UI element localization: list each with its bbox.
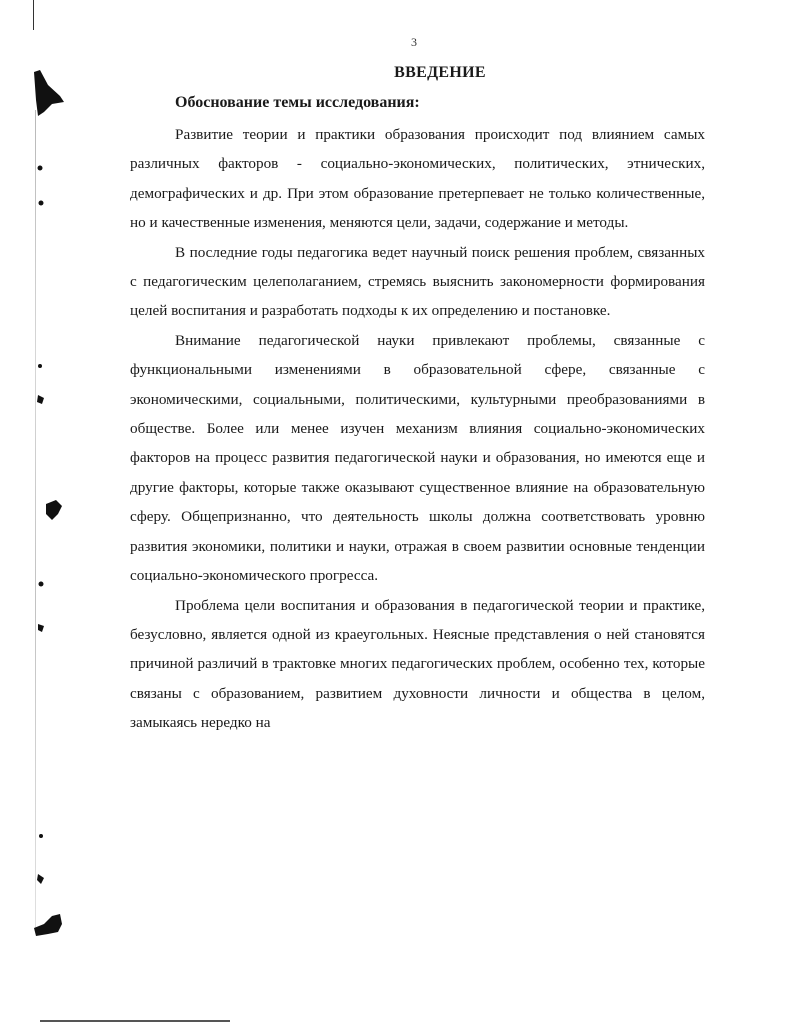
paragraph: Внимание педагогической науки привлекают проблемы, связанные с функциональными изменениями в образовательной сфере, связанные с экономическими, социальными, политическими, культурными преобразованиями в обществе. Более или менее изучен механизм влияния социально-экономических факторов на процесс развития педагогической науки и образования, но имеются еще и другие факторы, которые также оказывают существенное влияние на образовательную сферу. Общепризнанно, что деятельность школы должна соответствовать уровню развития экономики, политики и науки, отражая в своем развитии основные тенденции социально-экономического прогресса. xyxy=(130,331,705,585)
scan-dot xyxy=(39,201,44,206)
page-number: 3 xyxy=(411,35,417,49)
scan-blob-bottom xyxy=(34,914,62,936)
scan-blob-mid xyxy=(46,500,62,520)
scan-mark xyxy=(38,624,44,632)
scan-mark xyxy=(37,874,44,884)
paragraph: В последние годы педагогика ведет научный поиск решения проблем, связанных с педагогическим целеполаганием, стремясь выяснить закономерности формирования целей воспитания и разработать подходы к их определению и постановке. xyxy=(130,243,705,320)
paragraph: Проблема цели воспитания и образования в педагогической теории и практике, безусловно, является одной из краеугольных. Неясные представления о ней становятся причиной различий в трактовке многих педагогических проблем, особенно тех, которые связаны с образованием, развитием духовности личности и общества в целом, замыкаясь нередко на xyxy=(130,596,705,732)
scan-bottom-line xyxy=(40,1020,230,1022)
paragraph: Развитие теории и практики образования происходит под влиянием самых различных факторов - социально-экономических, политических, этнических, демографических и др. При этом образование претерпевает не только количественные, но и качественные изменения, меняются цели, задачи, содержание и методы. xyxy=(130,126,705,232)
page-title: ВВЕДЕНИЕ xyxy=(394,64,486,81)
scan-dot xyxy=(39,834,43,838)
section-subtitle: Обоснование темы исследования: xyxy=(175,94,420,111)
scan-dot xyxy=(38,364,42,368)
scan-dot xyxy=(39,582,44,587)
scan-dot xyxy=(38,166,43,171)
scan-artifacts xyxy=(0,0,80,1025)
scan-mark xyxy=(37,395,44,404)
body-text xyxy=(130,120,705,738)
